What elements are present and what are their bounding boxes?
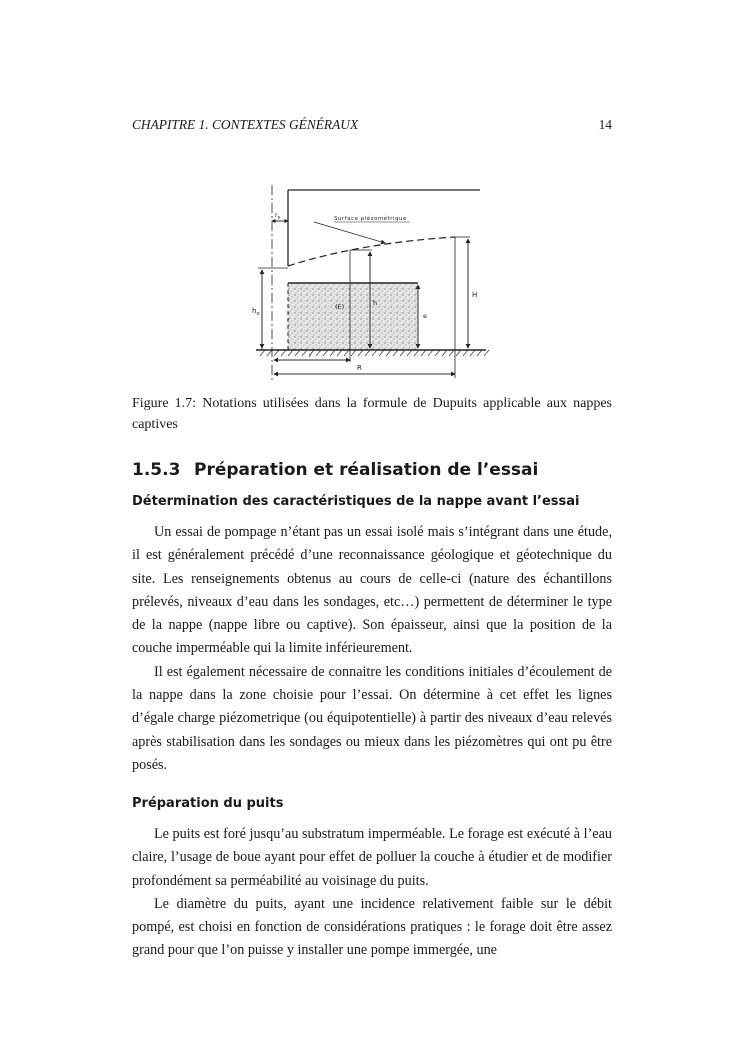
hatch-mark xyxy=(344,350,349,356)
hatch-mark xyxy=(267,350,272,356)
hatch-mark xyxy=(281,350,286,356)
figure-caption: Figure 1.7: Notations utilisées dans la formule de Dupuits applicable aux nappes captives xyxy=(132,396,612,432)
hatch-mark xyxy=(449,350,454,356)
hatch-mark xyxy=(477,350,482,356)
hatch-mark xyxy=(386,350,391,356)
hatch-mark xyxy=(435,350,440,356)
hatch-mark xyxy=(442,350,447,356)
dupuits-diagram xyxy=(250,180,500,390)
hatch-mark xyxy=(393,350,398,356)
subsection-body-2 xyxy=(132,823,612,963)
label-H: H xyxy=(472,291,478,299)
hatch-mark xyxy=(337,350,342,356)
hatch-mark xyxy=(323,350,328,356)
hatch-mark xyxy=(260,350,265,356)
hatch-mark xyxy=(421,350,426,356)
label-e: e xyxy=(423,312,427,320)
hatch-mark xyxy=(414,350,419,356)
label-h0: $h_o$ xyxy=(252,307,260,317)
hatch-mark xyxy=(302,350,307,356)
label-r: r xyxy=(309,351,312,359)
subsection-body-1 xyxy=(132,521,612,777)
page-number: 14 xyxy=(598,117,612,132)
hatch-mark xyxy=(295,350,300,356)
section-heading xyxy=(132,460,538,480)
label-rp: $r_p$ xyxy=(275,212,281,221)
hatch-mark xyxy=(365,350,370,356)
section-title: Préparation et réalisation de l’essai xyxy=(194,460,539,480)
paragraph: Un essai de pompage n’étant pas un essai isolé mais s’intégrant dans une étude, il est généralement précédé d’une reconnaissance géologique et géotechnique du site. Les renseignements obtenus au cours de celle-ci (nature des échantillons prélevés, niveaux d’eau dans les sondages, etc…) permettent de déterminer le type de la nappe (nappe libre ou captive). Son épaisseur, ainsi que la position de la couche imperméable qui la limite inférieurement. xyxy=(132,524,612,657)
paragraph: Le diamètre du puits, ayant une incidence relativement faible sur le débit pompé, est choisi en fonction de considérations pratiques : le forage doit être assez grand pour que l’on puisse y installer une pompe immergée, une xyxy=(132,895,612,959)
hatch-mark xyxy=(379,350,384,356)
hatch-mark xyxy=(407,350,412,356)
hatch-mark xyxy=(372,350,377,356)
section-number: 1.5.3 xyxy=(132,460,181,480)
subsection-heading-2: Préparation du puits xyxy=(132,796,284,811)
hatch-mark xyxy=(484,350,489,356)
hatch-mark xyxy=(274,350,279,356)
aquifer-layer xyxy=(288,283,418,350)
hatch-mark xyxy=(428,350,433,356)
hatch-mark xyxy=(400,350,405,356)
piezometric-surface xyxy=(288,237,455,266)
hatch-mark xyxy=(358,350,363,356)
label-E: (E) xyxy=(335,303,345,311)
hatch-mark xyxy=(463,350,468,356)
hatch-mark xyxy=(330,350,335,356)
hatch-mark xyxy=(456,350,461,356)
surface-pointer xyxy=(314,222,385,243)
paragraph: Le puits est foré jusqu’au substratum imperméable. Le forage est exécuté à l’eau claire, l’usage de boue ayant pour effet de polluer la couche à étudier et de modifier profondément sa perméabilité au voisinage du puits. xyxy=(132,826,612,889)
hatch-mark xyxy=(288,350,293,356)
label-R: R xyxy=(357,364,362,372)
hatch-mark xyxy=(316,350,321,356)
hatch-mark xyxy=(351,350,356,356)
running-title: CHAPITRE 1. CONTEXTES GÉNÉRAUX xyxy=(132,117,359,132)
subsection-heading-1: Détermination des caractéristiques de la nappe avant l’essai xyxy=(132,494,580,509)
label-surface: Surface piézométrique xyxy=(334,216,407,222)
hatch-mark xyxy=(470,350,475,356)
running-header xyxy=(132,117,612,133)
dupuits-figure xyxy=(250,180,500,390)
label-h: h xyxy=(373,299,378,307)
paragraph: Il est également nécessaire de connaitre les conditions initiales d’écoulement de la nappe dans la zone choisie pour l’essai. On détermine à cet effet les lignes d’égale charge piézometrique (ou équipotentielle) à partir des niveaux d’eau relevés après stabilisation dans les sondages ou mieux dans les piézomètres qui ont pu être posés. xyxy=(132,663,612,773)
